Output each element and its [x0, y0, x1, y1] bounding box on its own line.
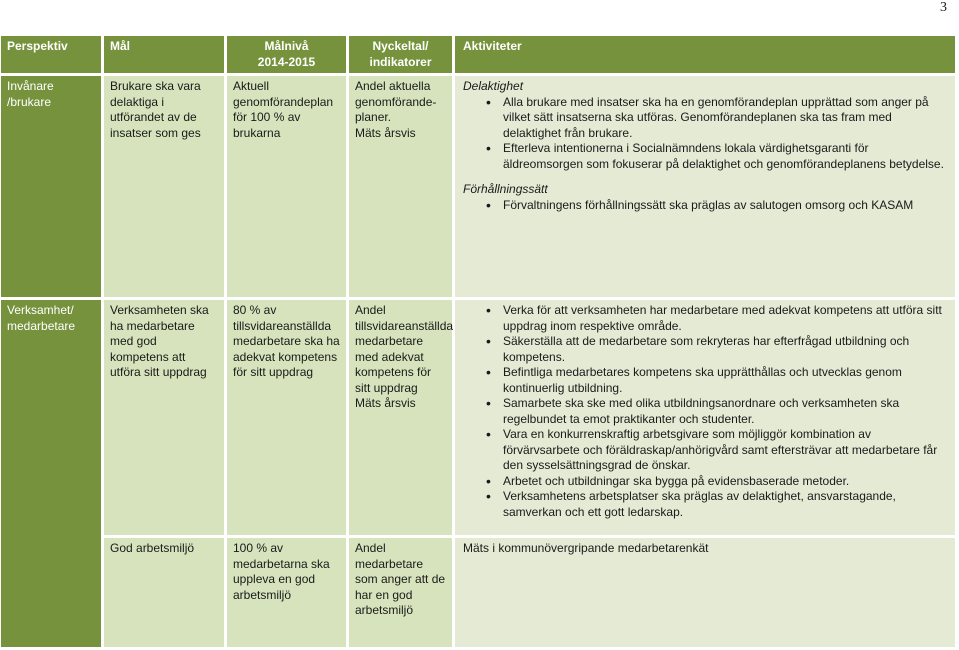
header-perspektiv: Perspektiv [1, 36, 104, 76]
nyckeltal-cell: Andel tillsvidareanställda medarbetare med adekvat kompetens för sitt uppdrag Mäts årsvis [349, 300, 455, 538]
aktiviteter-cell: Mäts i kommunövergripande medarbetarenkät [455, 538, 958, 650]
list-item: • Verka för att verksamheten har medarbetare med adekvat kompetens att utföra sitt uppdrag inom respektive område. [503, 303, 949, 334]
section-title-delaktighet: Delaktighet [463, 79, 524, 93]
perspektiv-cell: Verksamhet/ medarbetare [1, 300, 104, 650]
header-row [1, 36, 958, 76]
aktiviteter-cell [455, 300, 958, 538]
nyckeltal-cell: Andel aktuella genomförande-planer. Mäts årsvis [349, 76, 455, 300]
table-row [1, 76, 958, 300]
perspektiv-cell: Invånare /brukare [1, 76, 104, 300]
list-item: • Efterleva intentionerna i Socialnämndens lokala värdighetsgaranti för äldreomsorgen som fokuserar på delaktighet och genomförandeplanens betydelse. [503, 141, 949, 172]
header-nyckeltal: Nyckeltal/ indikatorer [349, 36, 455, 76]
forhallningssatt-list [463, 198, 949, 214]
table-row [1, 300, 958, 538]
list-item: • Samarbete ska ske med olika utbildningsanordnare och verksamheten ska regelbundet ta emot praktikanter och studenter. [503, 396, 949, 427]
list-item: • Arbetet och utbildningar ska bygga på evidensbaserade metoder. [503, 474, 949, 490]
table-row [1, 538, 958, 650]
mal-cell: God arbetsmiljö [104, 538, 227, 650]
malniva-cell: Aktuell genomförandeplan för 100 % av brukarna [227, 76, 349, 300]
list-item: • Verksamhetens arbetsplatser ska präglas av delaktighet, ansvarstagande, samverkan och ett gott ledarskap. [503, 489, 949, 520]
aktiviteter-cell [455, 76, 958, 300]
delaktighet-list [463, 95, 949, 173]
header-mal: Mål [104, 36, 227, 76]
list-item: • Förvaltningens förhållningssätt ska präglas av salutogen omsorg och KASAM [503, 198, 949, 214]
header-malniva: Målnivå 2014-2015 [227, 36, 349, 76]
mal-cell: Brukare ska vara delaktiga i utförandet av de insatser som ges [104, 76, 227, 300]
page-number: 3 [940, 0, 947, 15]
list-item: • Vara en konkurrenskraftig arbetsgivare som möjliggör kombination av förvärvsarbete och föräldraskap/anhörigvård samt eftersträvar att medarbetare får den sysselsättningsgrad de önskar. [503, 427, 949, 474]
mal-cell: Verksamheten ska ha medarbetare med god kompetens att utföra sitt uppdrag [104, 300, 227, 538]
section-title-forhallningssatt: Förhållningssätt [463, 182, 548, 196]
kompetens-list [463, 303, 949, 520]
header-aktiviteter: Aktiviteter [455, 36, 958, 76]
malniva-cell: 80 % av tillsvidareanställda medarbetare ska ha adekvat kompetens för sitt uppdrag [227, 300, 349, 538]
malniva-cell: 100 % av medarbetarna ska uppleva en god arbetsmiljö [227, 538, 349, 650]
goals-table [1, 36, 958, 650]
list-item: • Alla brukare med insatser ska ha en genomförandeplan upprättad som anger på vilket sätt insatserna ska utföras. Genomförandeplanen ska tas fram med delaktighet från brukare. [503, 95, 949, 142]
list-item: • Säkerställa att de medarbetare som rekryteras har efterfrågad utbildning och kompetens. [503, 334, 949, 365]
list-item: • Befintliga medarbetares kompetens ska upprätthållas och utvecklas genom kontinuerlig utbildning. [503, 365, 949, 396]
nyckeltal-cell: Andel medarbetare som anger att de har en god arbetsmiljö [349, 538, 455, 650]
